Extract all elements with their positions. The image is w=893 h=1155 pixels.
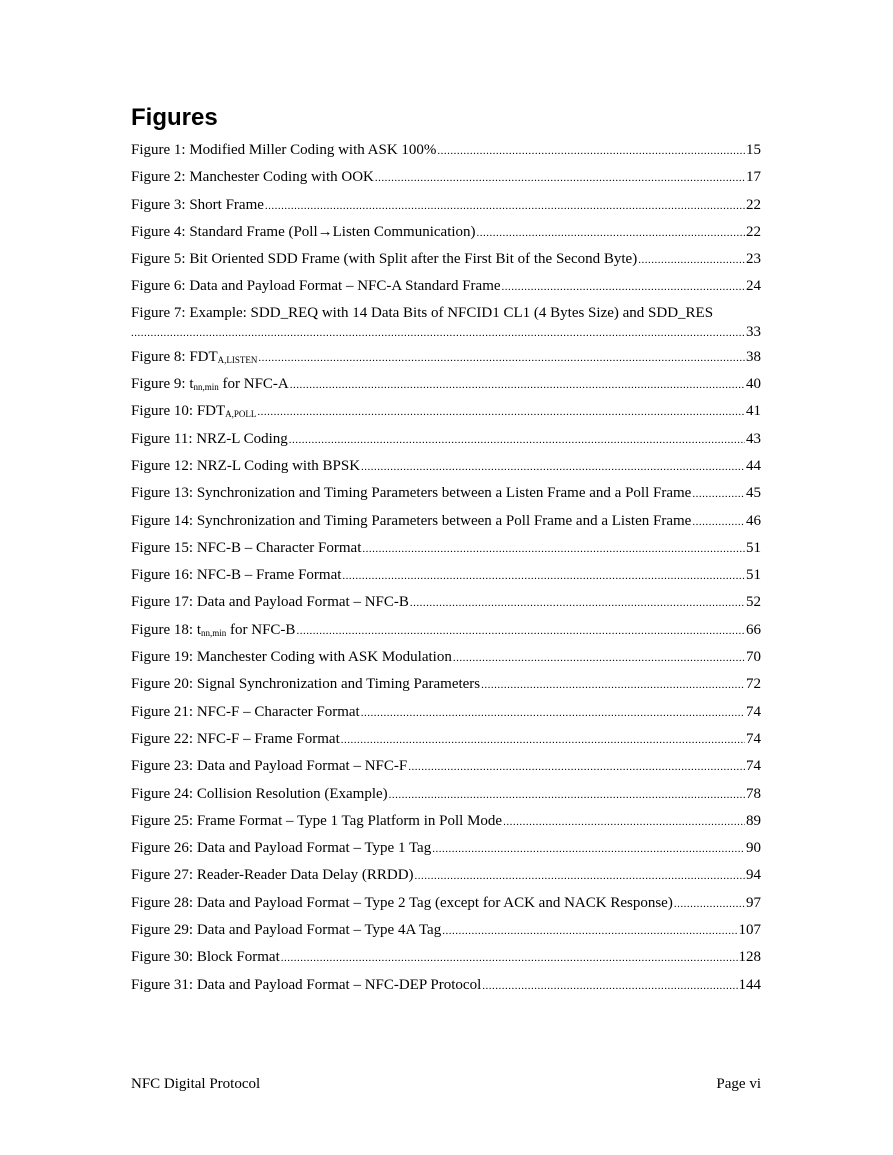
toc-entry-label-text: Figure 22: NFC-F – Frame Format [131,730,340,747]
dot-leader [389,783,745,807]
toc-entry-label [131,165,374,189]
toc-entry-label-text: Figure 25: Frame Format – Type 1 Tag Platform in Poll Mode [131,812,503,829]
toc-entry-label-text: Figure 31: Data and Payload Format – NFC-DEP Protocol [131,976,482,993]
dot-leader [296,619,745,643]
toc-entry-page-number: 22 [746,223,761,240]
dot-leader [477,221,745,245]
toc-entry-first-line [131,302,761,324]
toc-entry-label [131,782,388,806]
dot-leader [503,810,745,834]
toc-entry-page-number: 44 [746,457,761,474]
dot-leader [638,248,745,272]
toc-entry-label-text: Figure 1: Modified Miller Coding with ASK 100% [131,142,437,158]
toc-entry[interactable] [131,973,761,1000]
toc-entry-label [131,220,476,244]
toc-entry[interactable] [131,590,761,617]
toc-entry-page-number: 74 [746,703,761,720]
toc-entry-page-number: 66 [746,621,761,638]
toc-entry[interactable] [131,809,761,836]
toc-entry[interactable] [131,345,761,372]
toc-entry-page-number: 144 [738,976,761,993]
toc-entry-label-subscript: A,POLL [225,409,257,420]
dot-leader [289,428,745,452]
toc-entry-label-text: Figure 10: FDT [131,403,226,420]
toc-entry-label-text: Figure 14: Synchronization and Timing Parameters between a Poll Frame and a Listen Frame [131,512,692,529]
toc-entry-label-tail: for NFC-B [226,621,296,638]
toc-entry[interactable] [131,454,761,481]
toc-entry-label [131,863,414,887]
toc-entry-label-tail: for NFC-A [218,376,289,393]
toc-entry-label [131,754,407,778]
toc-entry-page-number: 94 [746,867,761,884]
toc-entry-label [131,672,480,696]
toc-entry-page-number: 74 [746,758,761,775]
toc-entry-page-number: 24 [746,278,761,295]
toc-entry-label-text: Figure 13: Synchronization and Timing Parameters between a Listen Frame and a Poll Frame [131,485,692,502]
dot-leader [481,673,745,697]
toc-entry-label-text: Figure 5: Bit Oriented SDD Frame (with Split after the First Bit of the Second Byte) [131,251,638,268]
toc-entry[interactable] [131,372,761,399]
toc-entry[interactable] [131,220,761,247]
toc-entry-label [131,809,502,833]
toc-entry[interactable] [131,138,761,165]
toc-entry-second-line [131,324,761,342]
toc-entry-label [131,427,288,451]
toc-entry-page-number: 45 [746,485,761,502]
toc-entry-page-number: 89 [746,812,761,829]
toc-entry[interactable] [131,891,761,918]
dot-leader [341,728,745,752]
toc-entry[interactable] [131,782,761,809]
toc-entry-label [131,563,341,587]
toc-entry-label [131,891,673,915]
toc-entry-label-text: Figure 23: Data and Payload Format – NFC-F [131,758,408,775]
toc-entry-label-text: Figure 16: NFC-B – Frame Format [131,567,342,584]
toc-entry-label-subscript: nn,min [193,382,219,393]
dot-leader [257,400,745,424]
toc-entry-page-number: 90 [746,840,761,857]
dot-leader [362,537,745,561]
toc-entry-label-text: Figure 7: Example: SDD_REQ with 14 Data Bits of NFCID1 CL1 (4 Bytes Size) and SDD_RES [131,304,714,321]
toc-entry-page-number: 70 [746,649,761,666]
dot-leader [410,591,745,615]
toc-entry-label [131,481,691,505]
toc-entry-label [131,618,295,642]
toc-entry[interactable] [131,247,761,274]
toc-entry[interactable] [131,700,761,727]
toc-entry-page-number: 128 [738,949,761,966]
toc-entry[interactable] [131,754,761,781]
footer-page-number: Page vi [716,1076,761,1092]
toc-entry-label-text: Figure 3: Short Frame [131,196,264,213]
toc-entry-page-number: 15 [746,142,761,158]
toc-entry-label-text: Figure 27: Reader-Reader Data Delay (RRDD) [131,867,414,884]
toc-entry-label-text: Figure 9: t [131,376,194,393]
toc-entry[interactable] [131,165,761,192]
toc-entry-label-text: Figure 2: Manchester Coding with OOK [131,169,374,186]
toc-entry[interactable] [131,427,761,454]
toc-entry[interactable] [131,863,761,890]
dot-leader [408,755,745,779]
toc-entry[interactable] [131,618,761,645]
toc-entry-label [131,918,441,942]
dot-leader [415,864,745,888]
toc-entry-label-text: Figure 17: Data and Payload Format – NFC-B [131,594,409,611]
toc-entry[interactable] [131,399,761,426]
toc-entry-page-number: 52 [746,594,761,611]
toc-entry-label [131,973,481,997]
toc-entry-label-text: Figure 6: Data and Payload Format – NFC-A Standard Frame [131,278,501,295]
toc-entry[interactable] [131,509,761,536]
toc-entry-page-number: 78 [746,785,761,802]
toc-entry-label-text: Figure 8: FDT [131,348,218,365]
toc-entry-label [131,138,436,162]
dot-leader [131,325,745,342]
toc-entry-label-text: Figure 11: NRZ-L Coding [131,430,288,447]
dot-leader [674,892,745,916]
dot-leader [281,946,738,970]
dot-leader [692,482,745,506]
toc-entry-label [131,274,501,298]
toc-entry-label-text: Figure 18: t [131,621,201,638]
toc-entry-label-subscript: A,LISTEN [217,354,258,365]
toc-entry-page-number: 51 [746,567,761,584]
toc-entry-label-text: Figure 15: NFC-B – Character Format [131,539,362,556]
toc-entry-page-number: 51 [746,539,761,556]
toc-entry-label [131,590,409,614]
toc-entry[interactable] [131,918,761,945]
dot-leader [361,455,745,479]
dot-leader [361,701,745,725]
toc-entry-label-text: Figure 21: NFC-F – Character Format [131,703,360,720]
toc-entry-label-text: Figure 26: Data and Payload Format – Type 1 Tag [131,840,432,857]
toc-entry-label-text: Figure 4: Standard Frame (Poll→Listen Communication) [131,223,476,240]
dot-leader [502,275,745,299]
toc-entry[interactable] [131,193,761,220]
toc-entry[interactable] [131,836,761,863]
toc-entry-label-text: Figure 19: Manchester Coding with ASK Modulation [131,649,452,666]
toc-entry-page-number: 74 [746,730,761,747]
dot-leader [258,346,745,370]
toc-entry-label [131,727,340,751]
dot-leader [432,837,745,861]
toc-entry[interactable] [131,563,761,590]
toc-entry-label [131,305,713,321]
dot-leader [482,974,737,998]
toc-entry-label [131,536,361,560]
toc-entry-label [131,509,691,533]
toc-entry-page-number: 43 [746,430,761,447]
dot-leader [442,919,737,943]
toc-entry-label [131,700,360,724]
toc-entry-page-number: 33 [746,323,761,340]
toc-entry-label [131,945,280,969]
toc-entry-page-number: 17 [746,169,761,186]
toc-entry-label-text: Figure 20: Signal Synchronization and Timing Parameters [131,676,481,693]
dot-leader [453,646,745,670]
toc-entry-label [131,372,289,396]
toc-entry-label [131,399,256,423]
toc-entry-label-text: Figure 24: Collision Resolution (Example) [131,785,388,802]
toc-entry[interactable] [131,945,761,972]
toc-entry-label [131,247,637,271]
toc-entry-page-number: 107 [738,922,761,939]
dot-leader [692,510,745,534]
toc-entry-label-subscript: nn,min [201,627,227,638]
toc-entry-page-number: 97 [746,894,761,911]
dot-leader [290,373,745,397]
toc-entry-label-text: Figure 30: Block Format [131,949,280,966]
toc-entry[interactable] [131,536,761,563]
toc-entry[interactable] [131,302,761,345]
toc-entry-label-text: Figure 28: Data and Payload Format – Type 2 Tag (except for ACK and NACK Response) [131,894,673,911]
toc-entry[interactable] [131,645,761,672]
toc-entry-label [131,645,452,669]
dot-leader [375,166,745,190]
dot-leader [342,564,745,588]
toc-entry-page-number: 72 [746,676,761,693]
page-title: Figures [131,104,218,131]
toc-entry-page-number: 23 [746,251,761,268]
toc-entry-page-number: 22 [746,196,761,213]
toc-entry[interactable] [131,274,761,301]
toc-entry-page-number: 38 [746,348,761,365]
toc-entry-label [131,193,264,217]
toc-entry[interactable] [131,727,761,754]
toc-entry-label [131,345,257,369]
dot-leader [437,139,745,163]
toc-entry[interactable] [131,672,761,699]
dot-leader [265,194,745,218]
toc-entry-label [131,836,431,860]
toc-entry-page-number: 41 [746,403,761,420]
toc-entry-label [131,454,360,478]
toc-entry-label-text: Figure 12: NRZ-L Coding with BPSK [131,457,361,474]
toc-entry[interactable] [131,481,761,508]
figure-list [131,138,761,1000]
toc-entry-label-text: Figure 29: Data and Payload Format – Type 4A Tag [131,922,442,939]
toc-entry-page-number: 40 [746,376,761,393]
footer-document-title: NFC Digital Protocol [131,1076,261,1092]
toc-entry-page-number: 46 [746,512,761,529]
